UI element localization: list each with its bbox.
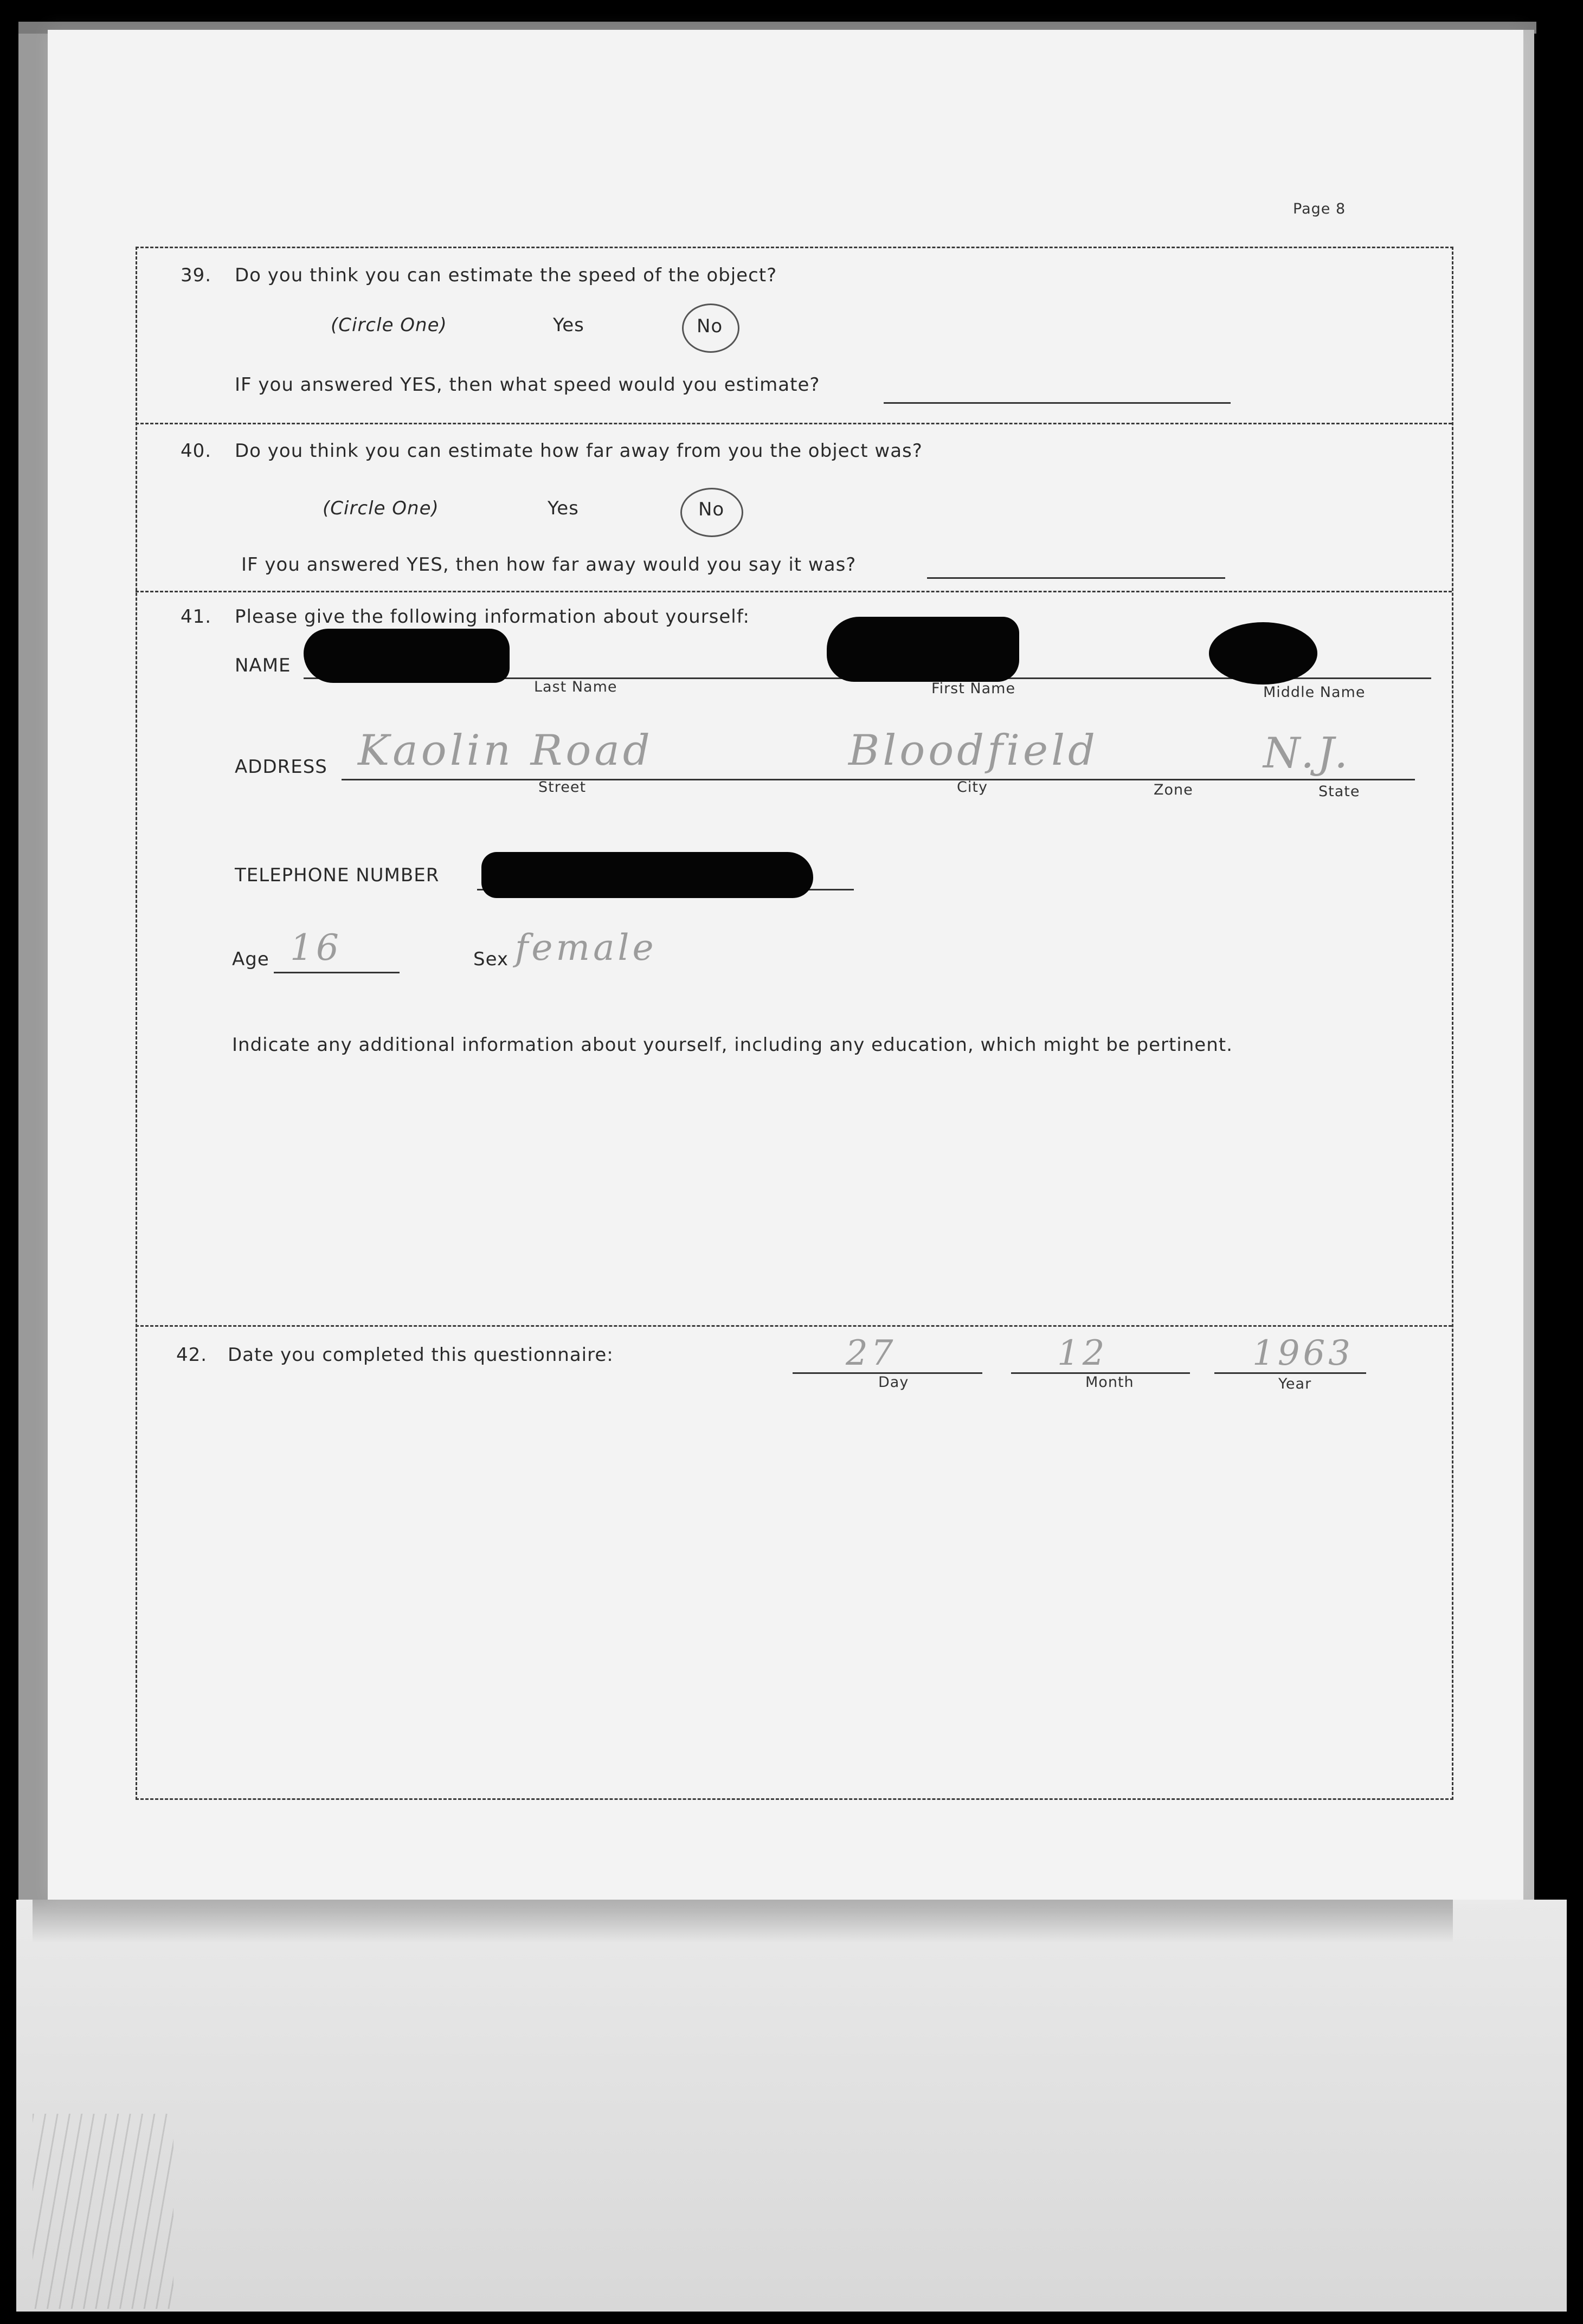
sex-handwriting: female — [515, 927, 657, 969]
q39-question: Do you think you can estimate the speed of the object? — [235, 264, 777, 286]
day-handwriting: 27 — [846, 1333, 897, 1373]
additional-info-prompt: Indicate any additional information about yourself, including any education, which might be pertinent. — [232, 1034, 1233, 1056]
q40-circle-label: (Circle One) — [323, 498, 439, 519]
address-city-handwriting: Bloodfield — [848, 726, 1098, 775]
address-label: ADDRESS — [235, 756, 327, 778]
q40-followup: IF you answered YES, then how far away would you say it was? — [241, 554, 857, 576]
redaction-telephone — [481, 852, 813, 898]
month-caption: Month — [1085, 1374, 1134, 1391]
q39-number: 39. — [181, 264, 212, 286]
q40-distance-line — [927, 577, 1225, 579]
year-caption: Year — [1278, 1376, 1312, 1392]
q39-no-circle — [682, 304, 739, 353]
scan-edge-left — [18, 33, 49, 1900]
street-caption: Street — [538, 779, 587, 796]
q42-question: Date you completed this questionnaire: — [228, 1344, 614, 1366]
q39-followup: IF you answered YES, then what speed would you estimate? — [235, 374, 820, 396]
redaction-last-name — [304, 629, 510, 683]
redaction-first-name — [827, 617, 1019, 682]
scan-edge-right — [1522, 30, 1534, 1900]
form-box — [136, 247, 1453, 1800]
q42-number: 42. — [176, 1344, 208, 1366]
q40-yes: Yes — [548, 498, 579, 519]
q39-circle-label: (Circle One) — [331, 314, 447, 336]
address-line — [342, 779, 1415, 780]
q40-number: 40. — [181, 440, 212, 462]
q40-no-circle — [680, 488, 743, 537]
day-caption: Day — [878, 1374, 909, 1391]
q39-no: No — [697, 315, 723, 337]
address-street-handwriting: Kaolin Road — [358, 726, 653, 775]
sex-label: Sex — [473, 948, 509, 970]
page-shadow — [33, 1900, 1453, 1943]
scan-lower-area — [16, 1900, 1567, 2312]
q39-yes: Yes — [553, 314, 584, 336]
last-name-caption: Last Name — [534, 679, 617, 695]
city-caption: City — [957, 779, 988, 796]
divider-39-40 — [136, 423, 1452, 424]
q41-question: Please give the following information about yourself: — [235, 606, 750, 628]
q39-speed-line — [884, 402, 1231, 404]
q41-number: 41. — [181, 606, 212, 628]
telephone-label: TELEPHONE NUMBER — [235, 864, 440, 886]
pencil-smudge — [33, 2114, 173, 2309]
address-state-handwriting: N.J. — [1263, 729, 1352, 778]
divider-40-41 — [136, 591, 1452, 592]
month-handwriting: 12 — [1057, 1333, 1108, 1373]
age-label: Age — [232, 948, 269, 970]
first-name-caption: First Name — [931, 680, 1016, 697]
state-caption: State — [1318, 783, 1360, 800]
name-label: NAME — [235, 655, 291, 676]
zone-caption: Zone — [1154, 782, 1193, 798]
age-line — [274, 972, 400, 973]
q40-no: No — [698, 499, 725, 520]
middle-name-caption: Middle Name — [1263, 684, 1366, 701]
year-handwriting: 1963 — [1252, 1333, 1354, 1373]
divider-41-42 — [136, 1325, 1452, 1327]
page-number: Page 8 — [1293, 201, 1346, 217]
redaction-middle-name — [1209, 622, 1317, 685]
q40-question: Do you think you can estimate how far away from you the object was? — [235, 440, 923, 462]
age-handwriting: 16 — [290, 927, 342, 969]
